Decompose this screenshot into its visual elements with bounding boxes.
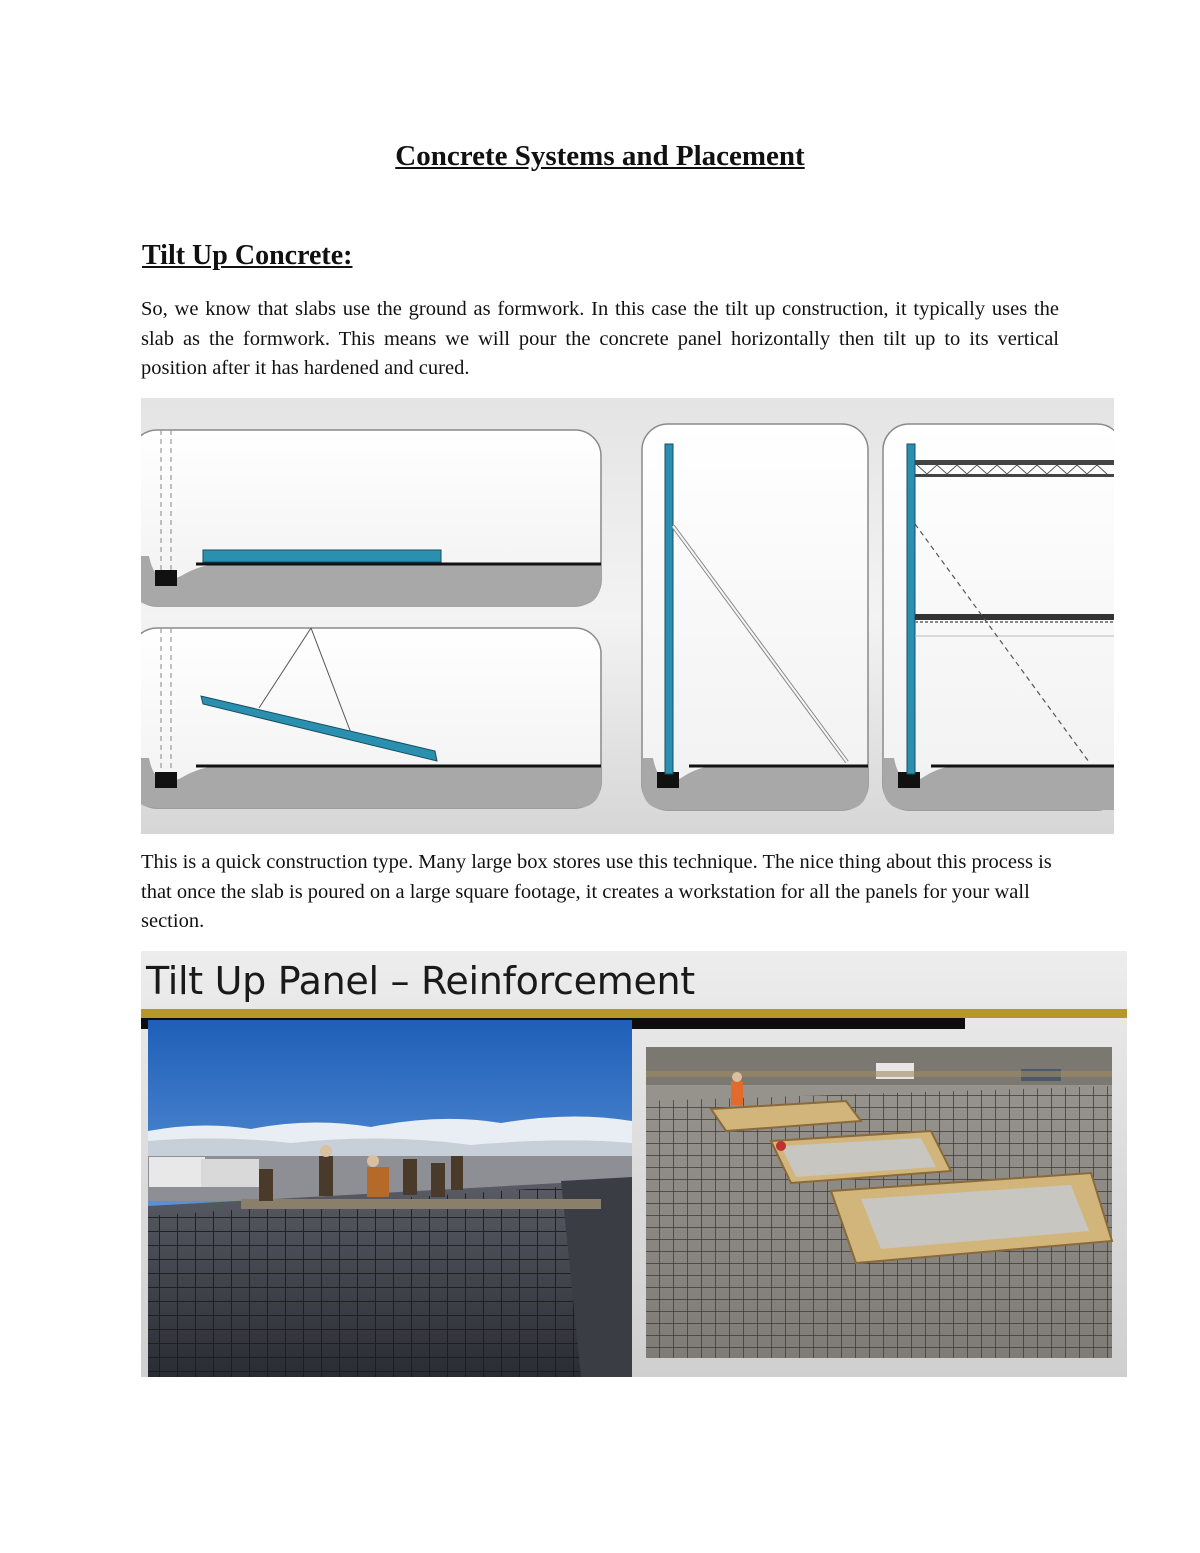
frame-panel-lifting (141, 628, 601, 808)
document-title: Concrete Systems and Placement (395, 140, 805, 172)
tilt-up-sequence-diagram (141, 398, 1114, 834)
frame-panel-with-structure (883, 424, 1114, 810)
photo-workers-on-rebar (148, 1020, 632, 1377)
section-heading: Tilt Up Concrete: (142, 240, 353, 271)
frame-panel-braced (642, 424, 868, 810)
photo-panel-forms (646, 1047, 1112, 1358)
frame-panel-cast-flat (141, 430, 601, 606)
intro-paragraph: So, we know that slabs use the ground as formwork. In this case the tilt up construction, it typically uses the slab as the formwork. This means we will pour the concrete panel horizontally then tilt up to its vertical position after it has hardened and cured. (141, 298, 1059, 379)
reinforcement-slide (141, 951, 1127, 1377)
slide-title: Tilt Up Panel – Reinforcement (146, 959, 695, 1003)
box-store-paragraph: This is a quick construction type. Many large box stores use this technique. The nice thing about this process is that once the slab is poured on a large square footage, it creates a workstation for all the panels for your wall section. (141, 851, 1052, 932)
